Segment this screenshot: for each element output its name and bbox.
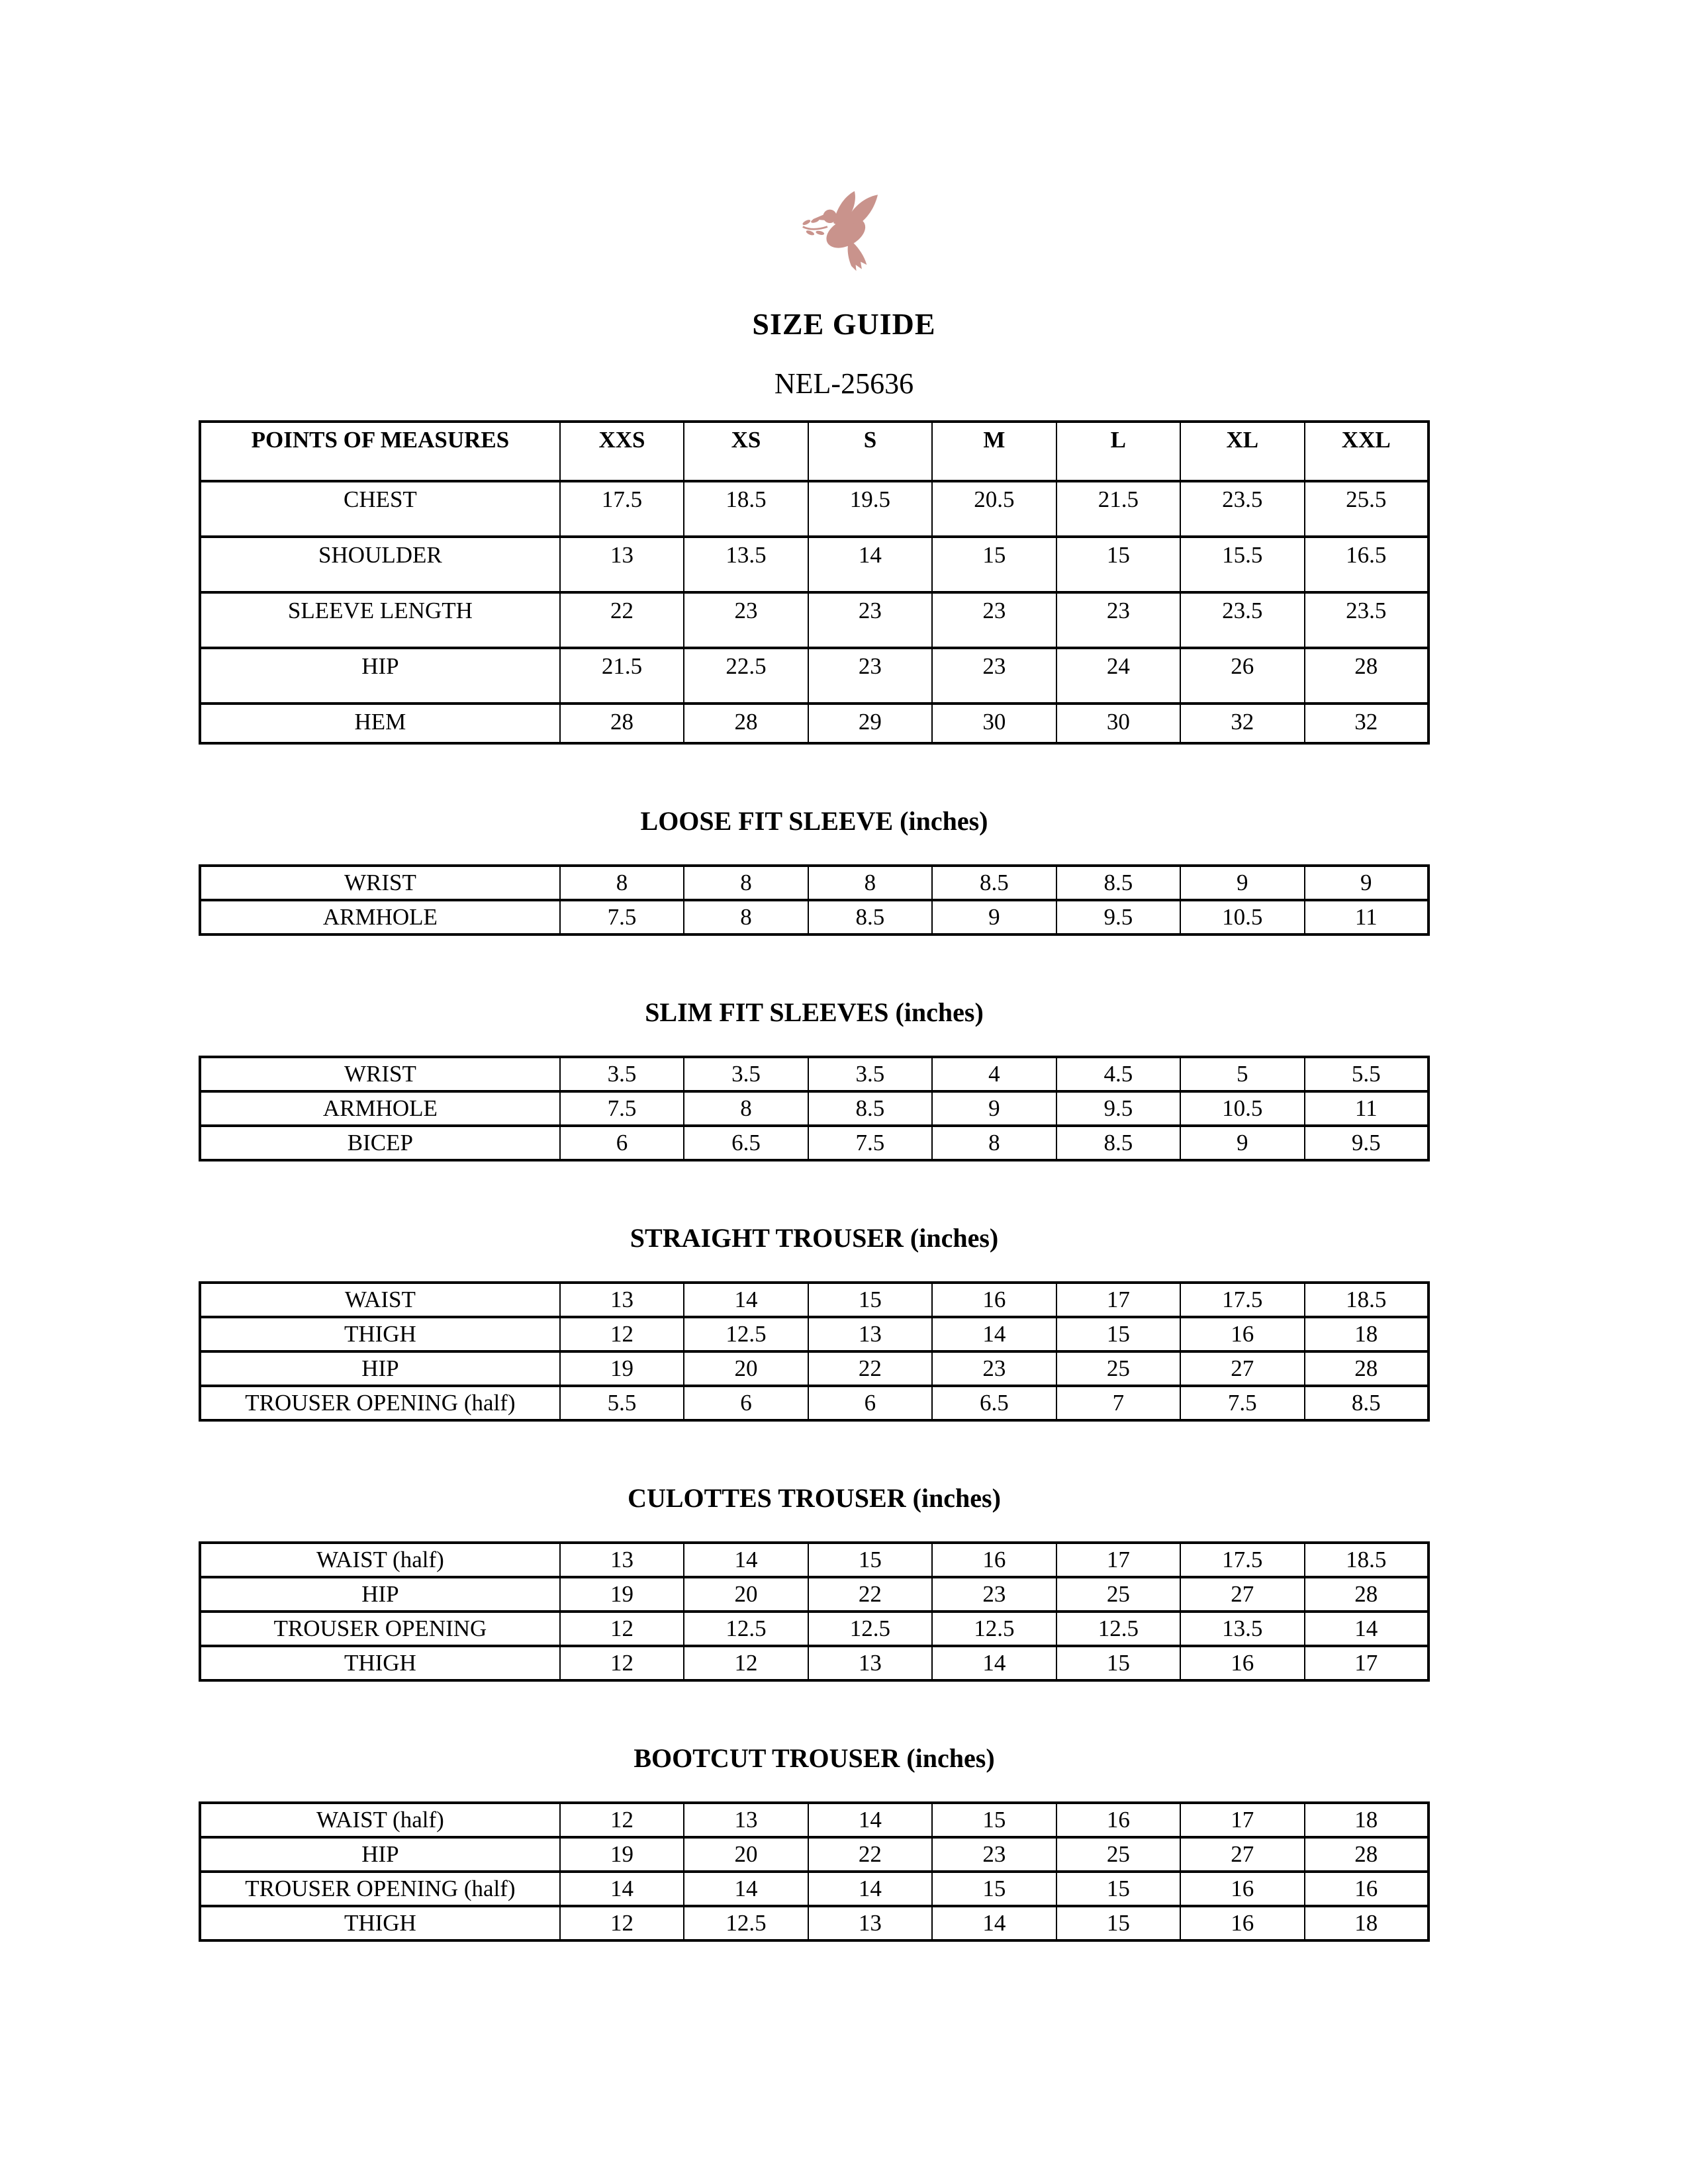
value-cell: 8.5 xyxy=(808,900,932,934)
value-cell: 12 xyxy=(560,1317,684,1351)
value-cell: 20 xyxy=(684,1577,808,1612)
value-cell: 23 xyxy=(1056,592,1180,648)
value-cell: 21.5 xyxy=(1056,481,1180,537)
value-cell: 3.5 xyxy=(684,1057,808,1091)
loose-fit-sleeve-table xyxy=(199,864,1430,936)
value-cell: 13 xyxy=(560,537,684,592)
value-cell: 3.5 xyxy=(808,1057,932,1091)
value-cell: 15 xyxy=(932,537,1056,592)
row-label-cell: ARMHOLE xyxy=(200,900,560,934)
value-cell: 28 xyxy=(1305,1351,1429,1386)
table-row xyxy=(200,1872,1429,1906)
culottes-trouser-title: CULOTTES TROUSER (inches) xyxy=(628,1483,1001,1513)
value-cell: 12 xyxy=(560,1906,684,1940)
value-cell: 23 xyxy=(932,592,1056,648)
value-cell: 22.5 xyxy=(684,648,808,704)
value-cell: 17 xyxy=(1305,1646,1429,1680)
value-cell: 8.5 xyxy=(808,1091,932,1126)
value-cell: 32 xyxy=(1305,704,1429,743)
table-row xyxy=(200,648,1429,704)
value-cell: 7 xyxy=(1056,1386,1180,1420)
dove-icon xyxy=(791,189,897,275)
size-column-header: M xyxy=(932,422,1056,481)
row-label-cell: HIP xyxy=(200,648,560,704)
table-row xyxy=(200,1091,1429,1126)
value-cell: 19 xyxy=(560,1351,684,1386)
points-of-measures-section xyxy=(199,420,1430,745)
row-label-cell: TROUSER OPENING (half) xyxy=(200,1386,560,1420)
value-cell: 13 xyxy=(560,1283,684,1317)
straight-trouser-title: STRAIGHT TROUSER (inches) xyxy=(630,1223,999,1253)
row-label-cell: WAIST xyxy=(200,1283,560,1317)
value-cell: 8 xyxy=(684,1091,808,1126)
value-cell: 14 xyxy=(808,537,932,592)
value-cell: 27 xyxy=(1180,1837,1304,1872)
value-cell: 23.5 xyxy=(1180,592,1304,648)
value-cell: 16 xyxy=(1180,1646,1304,1680)
table-row xyxy=(200,481,1429,537)
value-cell: 12.5 xyxy=(932,1612,1056,1646)
value-cell: 23 xyxy=(684,592,808,648)
value-cell: 28 xyxy=(1305,648,1429,704)
value-cell: 15 xyxy=(932,1872,1056,1906)
value-cell: 4 xyxy=(932,1057,1056,1091)
value-cell: 17.5 xyxy=(560,481,684,537)
loose-fit-sleeve-section xyxy=(199,805,1430,936)
value-cell: 12 xyxy=(560,1646,684,1680)
row-label-cell: HEM xyxy=(200,704,560,743)
value-cell: 26 xyxy=(1180,648,1304,704)
value-cell: 14 xyxy=(808,1803,932,1837)
value-cell: 13.5 xyxy=(1180,1612,1304,1646)
row-label-cell: WAIST (half) xyxy=(200,1803,560,1837)
value-cell: 16.5 xyxy=(1305,537,1429,592)
row-label-cell: SLEEVE LENGTH xyxy=(200,592,560,648)
value-cell: 23.5 xyxy=(1305,592,1429,648)
bootcut-trouser-table xyxy=(199,1801,1430,1942)
loose-fit-sleeve-title: LOOSE FIT SLEEVE (inches) xyxy=(640,806,988,836)
table-row xyxy=(200,704,1429,743)
value-cell: 15 xyxy=(1056,1646,1180,1680)
slim-fit-sleeves-section xyxy=(199,997,1430,1161)
value-cell: 14 xyxy=(1305,1612,1429,1646)
value-cell: 3.5 xyxy=(560,1057,684,1091)
value-cell: 13 xyxy=(560,1543,684,1577)
value-cell: 17.5 xyxy=(1180,1283,1304,1317)
value-cell: 8 xyxy=(684,866,808,900)
value-cell: 28 xyxy=(560,704,684,743)
size-column-header: XXS xyxy=(560,422,684,481)
value-cell: 28 xyxy=(1305,1837,1429,1872)
slim-fit-sleeves-table xyxy=(199,1056,1430,1161)
row-label-cell: TROUSER OPENING xyxy=(200,1612,560,1646)
value-cell: 22 xyxy=(808,1577,932,1612)
value-cell: 12 xyxy=(560,1612,684,1646)
value-cell: 15 xyxy=(1056,1872,1180,1906)
row-label-cell: SHOULDER xyxy=(200,537,560,592)
value-cell: 25.5 xyxy=(1305,481,1429,537)
value-cell: 6 xyxy=(560,1126,684,1160)
table-row xyxy=(200,1386,1429,1420)
value-cell: 23 xyxy=(932,648,1056,704)
row-label-cell: WRIST xyxy=(200,866,560,900)
value-cell: 15.5 xyxy=(1180,537,1304,592)
value-cell: 6.5 xyxy=(684,1126,808,1160)
value-cell: 19.5 xyxy=(808,481,932,537)
value-cell: 9 xyxy=(1305,866,1429,900)
value-cell: 16 xyxy=(1305,1872,1429,1906)
tables-container xyxy=(199,420,1430,1942)
value-cell: 29 xyxy=(808,704,932,743)
value-cell: 6 xyxy=(808,1386,932,1420)
value-cell: 14 xyxy=(684,1543,808,1577)
value-cell: 23 xyxy=(932,1577,1056,1612)
value-cell: 22 xyxy=(560,592,684,648)
value-cell: 7.5 xyxy=(560,900,684,934)
value-cell: 14 xyxy=(684,1283,808,1317)
table-row xyxy=(200,1543,1429,1577)
table-row xyxy=(200,537,1429,592)
value-cell: 12.5 xyxy=(684,1906,808,1940)
value-cell: 17 xyxy=(1056,1283,1180,1317)
value-cell: 8.5 xyxy=(1305,1386,1429,1420)
value-cell: 16 xyxy=(1180,1872,1304,1906)
value-cell: 13.5 xyxy=(684,537,808,592)
value-cell: 9 xyxy=(1180,1126,1304,1160)
value-cell: 6 xyxy=(684,1386,808,1420)
value-cell: 28 xyxy=(684,704,808,743)
points-of-measures-table xyxy=(199,420,1430,745)
value-cell: 7.5 xyxy=(808,1126,932,1160)
row-label-cell: ARMHOLE xyxy=(200,1091,560,1126)
value-cell: 5.5 xyxy=(1305,1057,1429,1091)
value-cell: 19 xyxy=(560,1577,684,1612)
value-cell: 11 xyxy=(1305,900,1429,934)
table-row xyxy=(200,1837,1429,1872)
value-cell: 12 xyxy=(560,1803,684,1837)
table-row xyxy=(200,1283,1429,1317)
value-cell: 28 xyxy=(1305,1577,1429,1612)
value-cell: 30 xyxy=(932,704,1056,743)
brand-logo xyxy=(0,189,1688,276)
value-cell: 14 xyxy=(932,1906,1056,1940)
row-label-cell: WAIST (half) xyxy=(200,1543,560,1577)
value-cell: 9.5 xyxy=(1056,900,1180,934)
table-row xyxy=(200,1803,1429,1837)
value-cell: 8 xyxy=(932,1126,1056,1160)
value-cell: 13 xyxy=(808,1906,932,1940)
value-cell: 4.5 xyxy=(1056,1057,1180,1091)
value-cell: 5 xyxy=(1180,1057,1304,1091)
value-cell: 15 xyxy=(1056,537,1180,592)
value-cell: 14 xyxy=(932,1317,1056,1351)
value-cell: 18.5 xyxy=(1305,1283,1429,1317)
value-cell: 9 xyxy=(1180,866,1304,900)
value-cell: 23 xyxy=(808,648,932,704)
table-row xyxy=(200,1577,1429,1612)
value-cell: 7.5 xyxy=(560,1091,684,1126)
style-code: NEL-25636 xyxy=(774,367,914,400)
size-column-header: XXL xyxy=(1305,422,1429,481)
value-cell: 16 xyxy=(932,1543,1056,1577)
straight-trouser-section xyxy=(199,1222,1430,1422)
value-cell: 16 xyxy=(1056,1803,1180,1837)
table-header-row xyxy=(200,422,1429,481)
value-cell: 20.5 xyxy=(932,481,1056,537)
row-label-cell: HIP xyxy=(200,1837,560,1872)
value-cell: 11 xyxy=(1305,1091,1429,1126)
bootcut-trouser-section xyxy=(199,1743,1430,1942)
value-cell: 25 xyxy=(1056,1837,1180,1872)
value-cell: 9.5 xyxy=(1056,1091,1180,1126)
value-cell: 7.5 xyxy=(1180,1386,1304,1420)
table-row xyxy=(200,1317,1429,1351)
size-column-header: XS xyxy=(684,422,808,481)
value-cell: 27 xyxy=(1180,1351,1304,1386)
table-row xyxy=(200,1612,1429,1646)
value-cell: 18 xyxy=(1305,1803,1429,1837)
value-cell: 17 xyxy=(1180,1803,1304,1837)
value-cell: 22 xyxy=(808,1837,932,1872)
row-label-cell: CHEST xyxy=(200,481,560,537)
value-cell: 17 xyxy=(1056,1543,1180,1577)
value-cell: 18.5 xyxy=(1305,1543,1429,1577)
row-label-cell: THIGH xyxy=(200,1906,560,1940)
table-row xyxy=(200,900,1429,934)
value-cell: 15 xyxy=(1056,1317,1180,1351)
value-cell: 10.5 xyxy=(1180,1091,1304,1126)
value-cell: 9.5 xyxy=(1305,1126,1429,1160)
value-cell: 23 xyxy=(932,1351,1056,1386)
value-cell: 14 xyxy=(560,1872,684,1906)
value-cell: 18 xyxy=(1305,1906,1429,1940)
table-row xyxy=(200,1057,1429,1091)
value-cell: 16 xyxy=(932,1283,1056,1317)
value-cell: 19 xyxy=(560,1837,684,1872)
value-cell: 15 xyxy=(1056,1906,1180,1940)
value-cell: 9 xyxy=(932,900,1056,934)
row-label-cell: THIGH xyxy=(200,1317,560,1351)
value-cell: 8.5 xyxy=(932,866,1056,900)
table-row xyxy=(200,1351,1429,1386)
value-cell: 24 xyxy=(1056,648,1180,704)
row-label-cell: TROUSER OPENING (half) xyxy=(200,1872,560,1906)
value-cell: 32 xyxy=(1180,704,1304,743)
value-cell: 25 xyxy=(1056,1351,1180,1386)
value-cell: 8 xyxy=(560,866,684,900)
value-cell: 16 xyxy=(1180,1906,1304,1940)
bootcut-trouser-title: BOOTCUT TROUSER (inches) xyxy=(633,1743,995,1773)
value-cell: 12.5 xyxy=(808,1612,932,1646)
value-cell: 8 xyxy=(808,866,932,900)
value-cell: 16 xyxy=(1180,1317,1304,1351)
value-cell: 13 xyxy=(808,1317,932,1351)
value-cell: 12.5 xyxy=(684,1612,808,1646)
value-cell: 15 xyxy=(808,1543,932,1577)
value-cell: 21.5 xyxy=(560,648,684,704)
value-cell: 20 xyxy=(684,1837,808,1872)
value-cell: 23 xyxy=(932,1837,1056,1872)
table-row xyxy=(200,1906,1429,1940)
value-cell: 18.5 xyxy=(684,481,808,537)
value-cell: 10.5 xyxy=(1180,900,1304,934)
value-cell: 13 xyxy=(808,1646,932,1680)
value-cell: 18 xyxy=(1305,1317,1429,1351)
table-row xyxy=(200,866,1429,900)
value-cell: 14 xyxy=(684,1872,808,1906)
culottes-trouser-section xyxy=(199,1482,1430,1682)
culottes-trouser-table xyxy=(199,1541,1430,1682)
value-cell: 22 xyxy=(808,1351,932,1386)
value-cell: 23 xyxy=(808,592,932,648)
points-of-measures-header: POINTS OF MEASURES xyxy=(200,422,560,481)
size-column-header: L xyxy=(1056,422,1180,481)
page-title: SIZE GUIDE xyxy=(752,307,936,341)
value-cell: 13 xyxy=(684,1803,808,1837)
value-cell: 12.5 xyxy=(684,1317,808,1351)
row-label-cell: WRIST xyxy=(200,1057,560,1091)
value-cell: 8 xyxy=(684,900,808,934)
value-cell: 6.5 xyxy=(932,1386,1056,1420)
table-row xyxy=(200,1646,1429,1680)
value-cell: 12.5 xyxy=(1056,1612,1180,1646)
table-row xyxy=(200,1126,1429,1160)
straight-trouser-table xyxy=(199,1281,1430,1422)
row-label-cell: BICEP xyxy=(200,1126,560,1160)
value-cell: 20 xyxy=(684,1351,808,1386)
value-cell: 15 xyxy=(932,1803,1056,1837)
value-cell: 9 xyxy=(932,1091,1056,1126)
value-cell: 30 xyxy=(1056,704,1180,743)
slim-fit-sleeves-title: SLIM FIT SLEEVES (inches) xyxy=(645,997,984,1027)
value-cell: 12 xyxy=(684,1646,808,1680)
row-label-cell: THIGH xyxy=(200,1646,560,1680)
value-cell: 27 xyxy=(1180,1577,1304,1612)
value-cell: 15 xyxy=(808,1283,932,1317)
value-cell: 25 xyxy=(1056,1577,1180,1612)
value-cell: 14 xyxy=(808,1872,932,1906)
value-cell: 23.5 xyxy=(1180,481,1304,537)
row-label-cell: HIP xyxy=(200,1577,560,1612)
value-cell: 14 xyxy=(932,1646,1056,1680)
row-label-cell: HIP xyxy=(200,1351,560,1386)
value-cell: 8.5 xyxy=(1056,866,1180,900)
size-column-header: S xyxy=(808,422,932,481)
value-cell: 5.5 xyxy=(560,1386,684,1420)
size-column-header: XL xyxy=(1180,422,1304,481)
table-row xyxy=(200,592,1429,648)
value-cell: 8.5 xyxy=(1056,1126,1180,1160)
value-cell: 17.5 xyxy=(1180,1543,1304,1577)
